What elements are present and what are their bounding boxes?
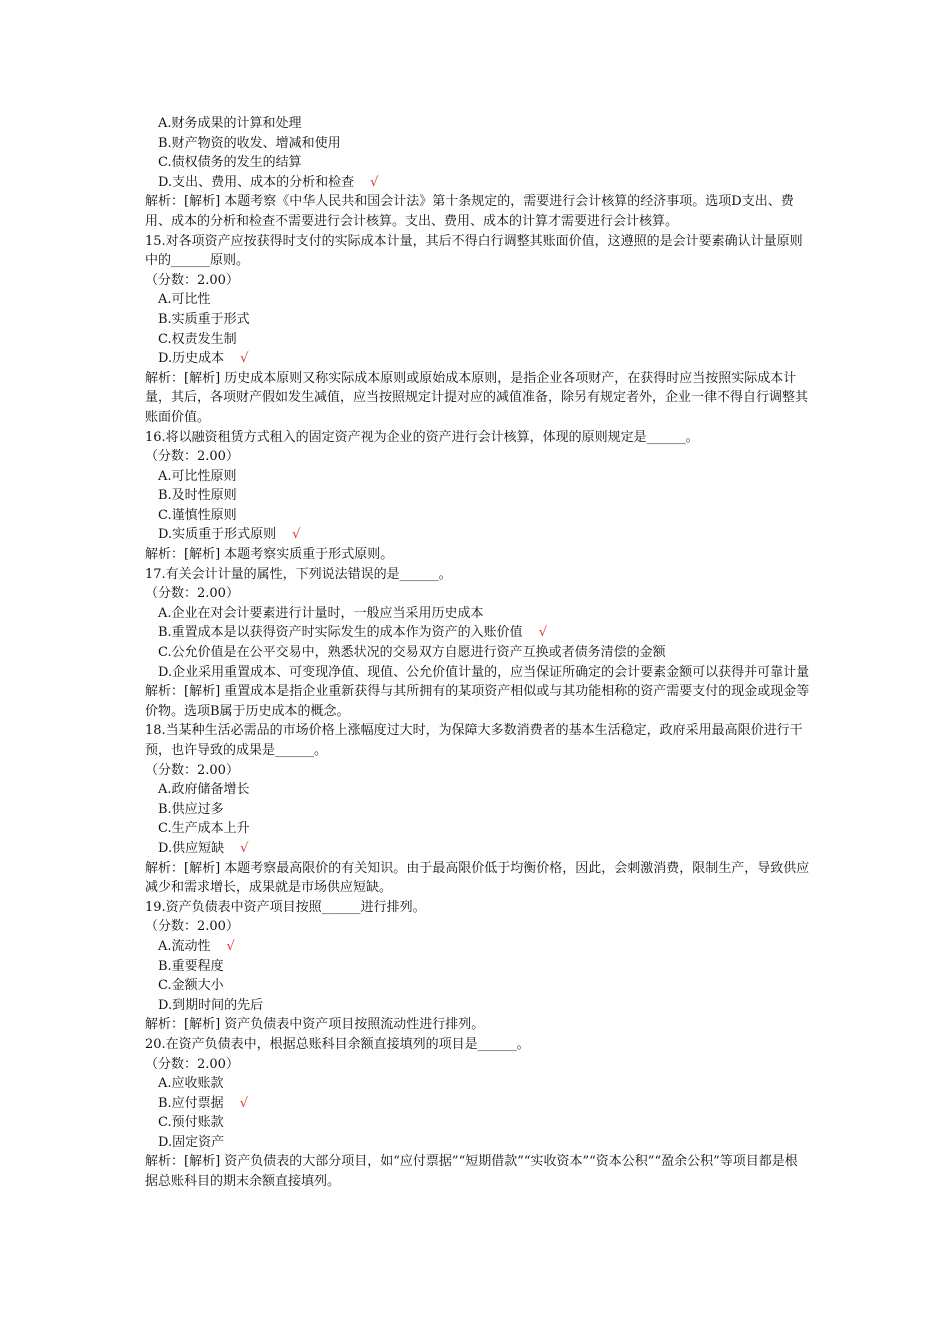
analysis-text: 解析：[解析] 本题考察实质重于形式原则。 — [145, 547, 394, 563]
question-text: 15.对各项资产应按获得时支付的实际成本计量，其后不得白行调整其账面价值，这遵照的是会计要素确认计量原则中的______原则。 — [145, 233, 803, 269]
option-a: A.政府储备增长 — [158, 782, 250, 798]
question-15 — [145, 232, 810, 428]
option-a: A.可比性原则 — [158, 468, 237, 484]
analysis-text: 解析：[解析] 资产负债表中资产项目按照流动性进行排列。 — [145, 1017, 485, 1033]
question-19 — [145, 898, 810, 1035]
question-text: 18.当某种生活必需品的市场价格上涨幅度过大时，为保障大多数消费者的基本生活稳定，政府采用最高限价进行干预，也许导致的成果是______。 — [145, 723, 803, 758]
option-d: D.到期时间的先后 — [158, 997, 264, 1013]
score-label: （分数：2.00） — [145, 272, 239, 288]
option-c: C.权责发生制 — [158, 331, 237, 347]
question-text: 16.将以融资租赁方式租入的固定资产视为企业的资产进行会计核算，体现的原则规定是______。 — [145, 429, 699, 445]
question-16 — [145, 428, 810, 565]
option-c: C.债权债务的发生的结算 — [158, 155, 302, 171]
question-14 — [145, 114, 810, 232]
option-b: B.供应过多 — [158, 801, 224, 817]
score-label: （分数：2.00） — [145, 762, 239, 778]
correct-check-icon: √ — [239, 1095, 248, 1111]
analysis-text: 解析：[解析] 本题考察最高限价的有关知识。由于最高限价低于均衡价格，因此，会刺激消费，限制生产，导致供应减少和需求增长，成果就是市场供应短缺。 — [145, 860, 810, 896]
option-b: B.应付票据 √ — [158, 1095, 248, 1111]
question-text: 17.有关会计计量的属性，下列说法错误的是______。 — [145, 566, 452, 582]
option-d: D.企业采用重置成本、可变现净值、现值、公允价值计量的，应当保证所确定的会计要素金额可以获得并可靠计量 — [158, 664, 810, 680]
analysis-text: 解析：[解析] 重置成本是指企业重新获得与其所拥有的某项资产相似或与其功能相称的资产需要支付的现金或现金等价物。选项B属于历史成本的概念。 — [145, 684, 810, 719]
option-b: B.重置成本是以获得资产时实际发生的成本作为资产的入账价值 √ — [158, 625, 547, 641]
option-d: D.支出、费用、成本的分析和检查 √ — [158, 174, 379, 190]
exam-page — [145, 114, 810, 1192]
correct-check-icon: √ — [226, 938, 235, 954]
option-c: C.公允价值是在公平交易中，熟悉状况的交易双方自愿进行资产互换或者债务清偿的金额 — [158, 645, 666, 661]
option-a: A.企业在对会计要素进行计量时，一般应当采用历史成本 — [158, 605, 484, 621]
question-17 — [145, 565, 810, 722]
question-text: 19.资产负债表中资产项目按照______进行排列。 — [145, 899, 426, 915]
option-b: B.重要程度 — [158, 958, 224, 974]
question-18 — [145, 721, 810, 897]
option-a: A.可比性 — [158, 292, 211, 308]
option-b: B.实质重于形式 — [158, 311, 250, 327]
question-20 — [145, 1035, 810, 1192]
option-b: B.及时性原则 — [158, 488, 237, 504]
option-a: A.流动性 √ — [158, 938, 235, 954]
correct-check-icon: √ — [538, 625, 547, 641]
analysis-text: 解析：[解析] 历史成本原则又称实际成本原则或原始成本原则，是指企业各项财产，在获得时应当按照实际成本计量，其后，各项财产假如发生减值，应当按照规定计提对应的减值准备，除另有规定者外，企业一律不得自行调整其账面价值。 — [145, 370, 809, 425]
option-c: C.金额大小 — [158, 978, 224, 994]
score-label: （分数：2.00） — [145, 1056, 239, 1072]
analysis-text: 解析：[解析] 本题考察《中华人民共和国会计法》第十条规定的，需要进行会计核算的经济事项。选项D支出、费用、成本的分析和检查不需要进行会计核算。支出、费用、成本的计算才需要进行会计核算。 — [145, 194, 794, 229]
option-a: A.财务成果的计算和处理 — [158, 116, 302, 131]
option-c: C.预付账款 — [158, 1115, 224, 1131]
option-b: B.财产物资的收发、增减和使用 — [158, 135, 341, 151]
score-label: （分数：2.00） — [145, 449, 239, 465]
correct-check-icon: √ — [240, 351, 249, 367]
score-label: （分数：2.00） — [145, 586, 239, 602]
option-d: D.历史成本 √ — [158, 351, 249, 367]
option-d: D.供应短缺 √ — [158, 840, 249, 856]
score-label: （分数：2.00） — [145, 919, 239, 935]
option-d: D.固定资产 — [158, 1134, 225, 1150]
option-d: D.实质重于形式原则 √ — [158, 527, 301, 543]
question-text: 20.在资产负债表中，根据总账科目余额直接填列的项目是______。 — [145, 1036, 530, 1052]
option-c: C.生产成本上升 — [158, 821, 250, 837]
correct-check-icon: √ — [292, 527, 301, 543]
option-a: A.应收账款 — [158, 1076, 224, 1092]
analysis-text: 解析：[解析] 资产负债表的大部分项目，如“应付票据”“短期借款”“实收资本”“资本公积”“盈余公积”等项目都是根据总账科目的期末余额直接填列。 — [145, 1154, 798, 1190]
correct-check-icon: √ — [370, 174, 379, 190]
option-c: C.谨慎性原则 — [158, 507, 237, 523]
correct-check-icon: √ — [240, 840, 249, 856]
